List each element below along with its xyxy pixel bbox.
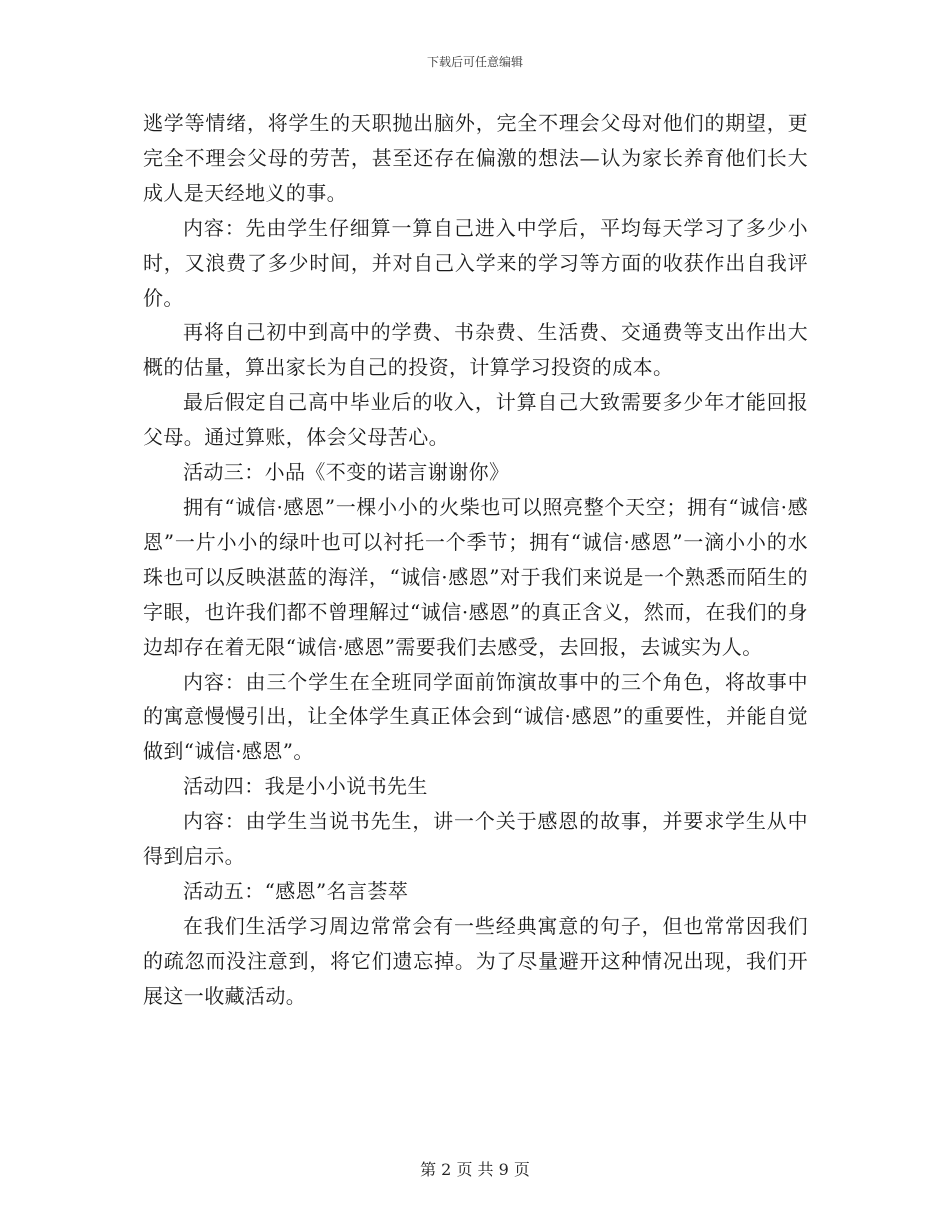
section-heading-activity-3: 活动三：小品《不变的诺言谢谢你》 xyxy=(183,460,510,485)
paragraph: 再将自己初中到高中的学费、书杂费、生活费、交通费等支出作出大概的估量，算出家长为自己的投资，计算学习投资的成本。 xyxy=(143,320,808,380)
paragraph: 在我们生活学习周边常常会有一些经典寓意的句子，但也常常因我们的疏忽而没注意到，将它们遗忘掉。为了尽量避开这种情况出现，我们开展这一收藏活动。 xyxy=(143,913,808,1008)
paragraph: 最后假定自己高中毕业后的收入，计算自己大致需要多少年才能回报父母。通过算账，体会父母苦心。 xyxy=(143,390,808,450)
page-header-note: 下载后可任意编辑 xyxy=(426,55,523,69)
paragraph: 内容：先由学生仔细算一算自己进入中学后，平均每天学习了多少小时，又浪费了多少时间，并对自己入学来的学习等方面的收获作出自我评价。 xyxy=(143,215,808,310)
paragraph: 内容：由学生当说书先生，讲一个关于感恩的故事，并要求学生从中得到启示。 xyxy=(143,809,808,869)
paragraph: 拥有“诚信·感恩”一棵小小的火柴也可以照亮整个天空；拥有“诚信·感恩”一片小小的绿叶也可以衬托一个季节；拥有“诚信·感恩”一滴小小的水珠也可以反映湛蓝的海洋，“诚信·感恩”对于我们来说是一个熟悉而陌生的字眼，也许我们都不曾理解过“诚信·感恩”的真正含义，然而，在我们的身边却存在着无限“诚信·感恩”需要我们去感受，去回报，去诚实为人。 xyxy=(143,494,808,659)
page-footer-number: 第 2 页 共 9 页 xyxy=(420,1160,530,1179)
section-heading-activity-4: 活动四：我是小小说书先生 xyxy=(183,774,428,799)
paragraph: 内容：由三个学生在全班同学面前饰演故事中的三个角色，将故事中的寓意慢慢引出，让全体学生真正体会到“诚信·感恩”的重要性，并能自觉做到“诚信·感恩”。 xyxy=(143,669,808,764)
document-body xyxy=(143,106,808,1014)
paragraph: 逃学等情绪，将学生的天职抛出脑外，完全不理会父母对他们的期望，更完全不理会父母的劳苦，甚至还存在偏激的想法—认为家长养育他们长大成人是天经地义的事。 xyxy=(143,111,808,205)
section-heading-activity-5: 活动五：“感恩”名言荟萃 xyxy=(183,878,409,903)
